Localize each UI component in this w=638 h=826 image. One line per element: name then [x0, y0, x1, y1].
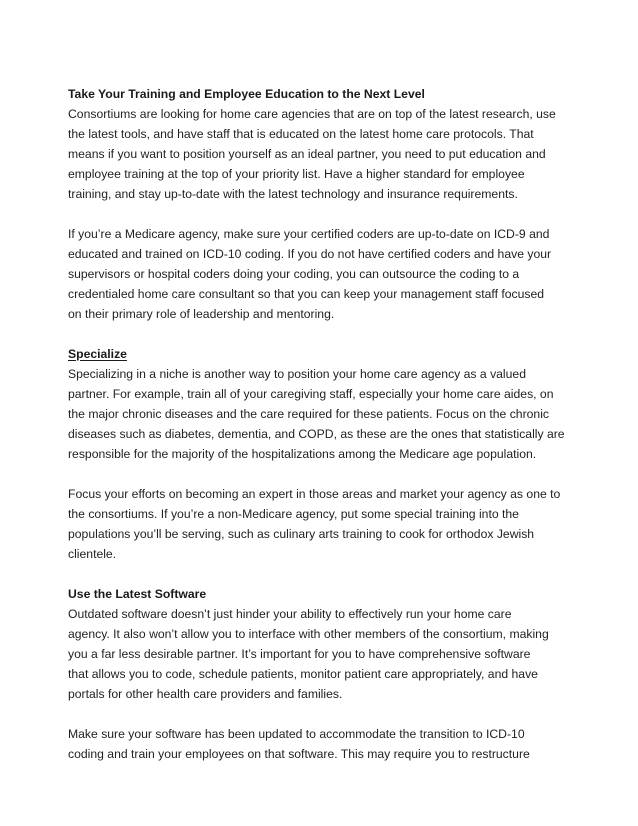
section-heading-training: Take Your Training and Employee Education to the Next Level	[68, 87, 425, 101]
paragraph-spacer	[68, 204, 580, 224]
paragraph-training-2: If you’re a Medicare agency, make sure your certified coders are up-to-date on ICD-9 and educated and trained on ICD-10 coding. If you do not have certified coders and have your supervisors or hospital coders doing your coding, you can outsource the coding to a credentialed home care consultant so that you can keep your management staff focused on their primary role of leadership and mentoring.	[68, 227, 552, 321]
section-spacer	[68, 324, 580, 344]
paragraph-spacer	[68, 704, 580, 724]
paragraph-spacer	[68, 464, 580, 484]
paragraph-software-1: Outdated software doesn’t just hinder your ability to effectively run your home care agency. It also won’t allow you to interface with other members of the consortium, making you a far less desirable partner. It’s important for you to have comprehensive software that allows you to code, schedule patients, monitor patient care appropriately, and have portals for other health care providers and families.	[68, 607, 549, 701]
paragraph-specialize-1: Specializing in a niche is another way to position your home care agency as a valued partner. For example, train all of your caregiving staff, especially your home care aides, on the major chronic diseases and the care required for these patients. Focus on the chronic diseases such as diabetes, dementia, and COPD, as these are the ones that statistically are responsible for the majority of the hospitalizations among the Medicare age population.	[68, 367, 565, 461]
section-spacer	[68, 564, 580, 584]
document-page	[68, 84, 580, 764]
section-heading-specialize: Specialize	[68, 347, 127, 361]
section-software	[68, 584, 580, 764]
paragraph-software-2: Make sure your software has been updated to accommodate the transition to ICD-10 coding and train your employees on that software. This may require you to restructure	[68, 727, 530, 761]
paragraph-training-1: Consortiums are looking for home care agencies that are on top of the latest research, use the latest tools, and have staff that is educated on the latest home care protocols. That means if you want to position yourself as an ideal partner, you need to put education and employee training at the top of your priority list. Have a higher standard for employee training, and stay up-to-date with the latest technology and insurance requirements.	[68, 107, 556, 201]
paragraph-specialize-2: Focus your efforts on becoming an expert in those areas and market your agency as one to the consortiums. If you’re a non-Medicare agency, put some special training into the populations you’ll be serving, such as culinary arts training to cook for orthodox Jewish clientele.	[68, 487, 561, 561]
section-training	[68, 84, 580, 324]
section-heading-software: Use the Latest Software	[68, 587, 207, 601]
section-specialize	[68, 344, 580, 564]
